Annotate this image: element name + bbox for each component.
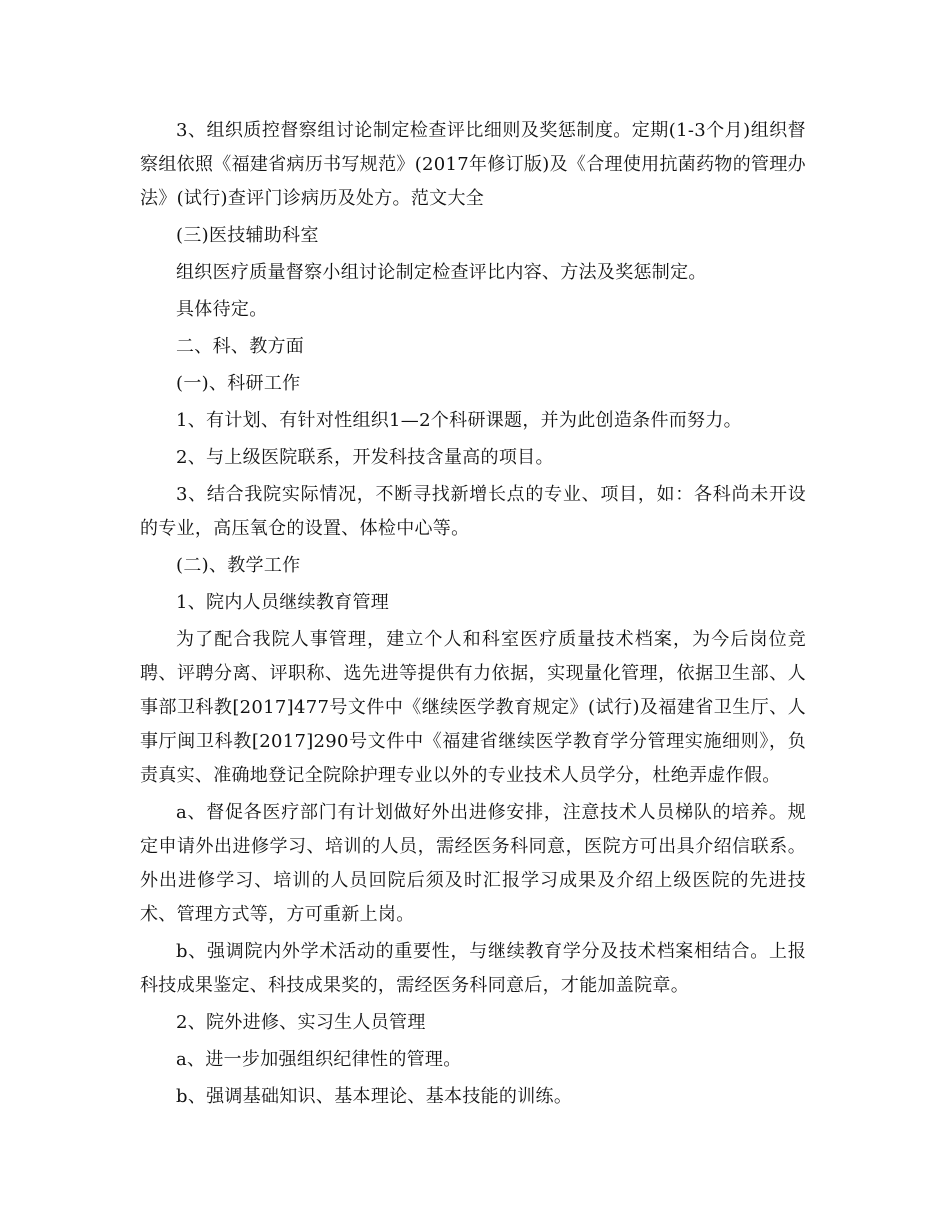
paragraph-quality-supervision: 组织医疗质量督察小组讨论制定检查评比内容、方法及奖惩制定。 — [176, 262, 707, 283]
paragraph-qc-inspection: 3、组织质控督察组讨论制定检查评比细则及奖惩制度。定期(1-3个月)组织督察组依照《福建省病历书写规范》(2017年修订版)及《合理使用抗菌药物的管理办法》(试行)查评门诊病历及处方。范文大全 — [140, 120, 806, 209]
heading-external-trainees: 2、院外进修、实习生人员管理 — [176, 1012, 426, 1033]
document-body — [140, 114, 806, 1117]
heading-medical-tech-departments: (三)医技辅助科室 — [176, 225, 319, 246]
heading-research-work: (一)、科研工作 — [176, 373, 301, 394]
heading-research-education: 二、科、教方面 — [176, 336, 305, 357]
paragraph-to-be-determined: 具体待定。 — [176, 299, 268, 320]
paragraph-personnel-management: 为了配合我院人事管理，建立个人和科室医疗质量技术档案，为今后岗位竞聘、评聘分离、评职称、选先进等提供有力依据，实现量化管理，依据卫生部、人事部卫科教[2017]477号文件中《继续医学教育规定》(试行)及福建省卫生厅、人事厅闽卫科教[2017]290号文件中《福建省继续医学教育学分管理实施细则》，负责真实、准确地登记全院除护理专业以外的专业技术人员学分，杜绝弄虚作假。 — [140, 629, 806, 786]
list-item-research-projects: 1、有计划、有针对性组织1—2个科研课题，并为此创造条件而努力。 — [176, 410, 742, 431]
list-item-new-growth-points: 3、结合我院实际情况，不断寻找新增长点的专业、项目，如：各科尚未开设的专业，高压氧仓的设置、体检中心等。 — [140, 484, 806, 539]
list-item-contact-superior-hospital: 2、与上级医院联系，开发科技含量高的项目。 — [176, 447, 554, 468]
heading-teaching-work: (二)、教学工作 — [176, 555, 301, 576]
list-item-discipline: a、进一步加强组织纪律性的管理。 — [176, 1049, 462, 1070]
heading-continuing-education: 1、院内人员继续教育管理 — [176, 592, 390, 613]
paragraph-item-b-academic: b、强调院内外学术活动的重要性，与继续教育学分及技术档案相结合。上报科技成果鉴定、科技成果奖的，需经医务科同意后，才能加盖院章。 — [140, 941, 806, 996]
paragraph-item-a-training: a、督促各医疗部门有计划做好外出进修安排，注意技术人员梯队的培养。规定申请外出进修学习、培训的人员，需经医务科同意，医院方可出具介绍信联系。外出进修学习、培训的人员回院后须及时汇报学习成果及介绍上级医院的先进技术、管理方式等，方可重新上岗。 — [140, 802, 806, 925]
list-item-basic-training: b、强调基础知识、基本理论、基本技能的训练。 — [176, 1086, 573, 1107]
